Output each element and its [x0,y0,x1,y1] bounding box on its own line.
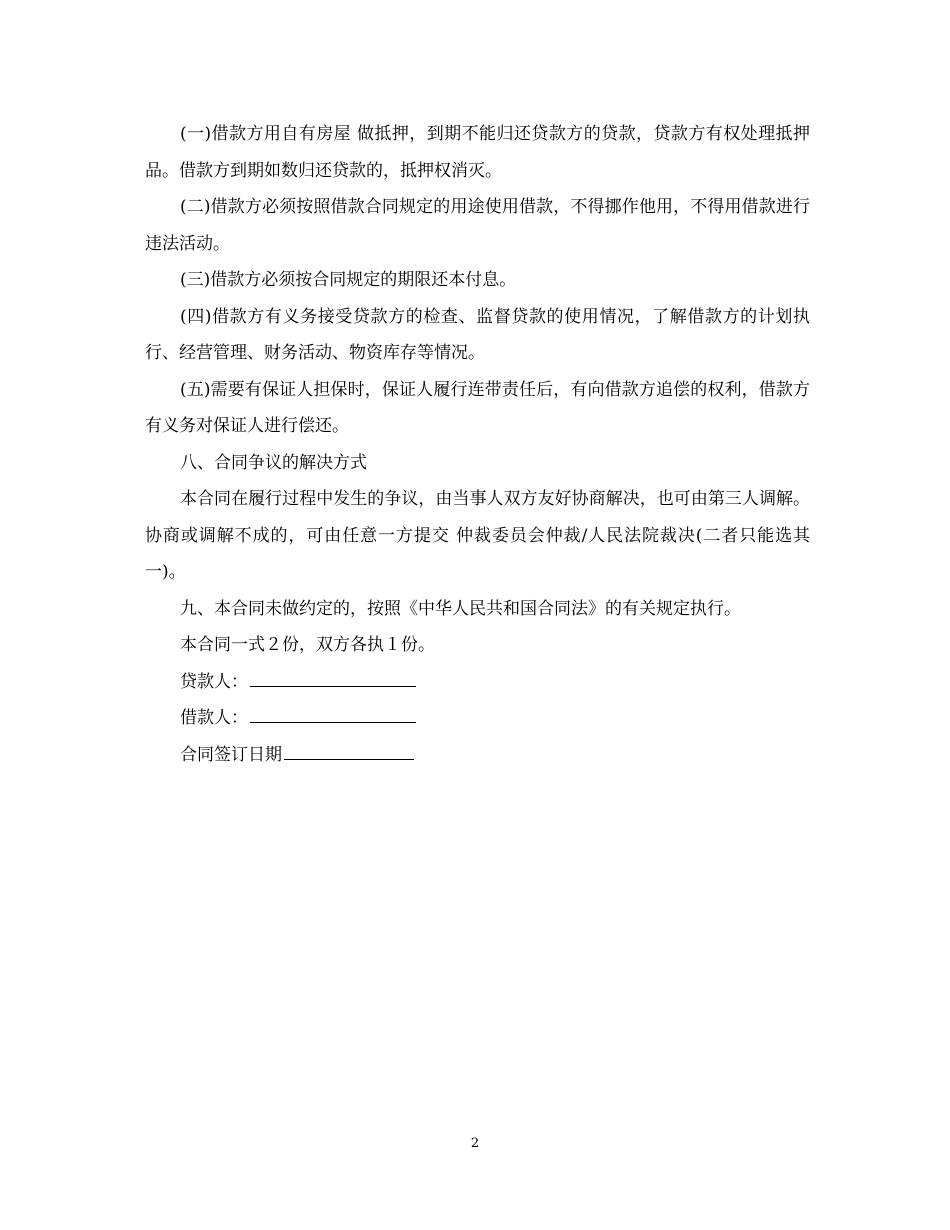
dispute-resolution-text: 本合同在履行过程中发生的争议，由当事人双方友好协商解决，也可由第三人调解。协商或调解不成的，可由任意一方提交 仲裁委员会仲裁/人民法院裁决(二者只能选其一)。 [145,489,810,582]
signing-date-label: 合同签订日期 [180,744,282,765]
clause-1: (一)借款方用自有房屋 做抵押，到期不能归还贷款方的贷款，贷款方有权处理抵押品。借款方到期如数归还贷款的，抵押权消灭。 [145,124,810,181]
lender-label: 贷款人： [180,671,248,692]
clause-2: (二)借款方必须按照借款合同规定的用途使用借款，不得挪作他用，不得用借款进行违法活动。 [145,197,810,254]
document-body [145,116,810,773]
borrower-label: 借款人： [180,708,248,728]
section-heading-dispute: 八、合同争议的解决方式 [180,452,367,473]
clause-3: (三)借款方必须按合同规定的期限还本付息。 [180,270,517,290]
lender-signature-blank [250,685,416,687]
clause-5: (五)需要有保证人担保时，保证人履行连带责任后，有向借款方追偿的权利，借款方有义务对保证人进行偿还。 [145,379,810,436]
page-number: 2 [470,1136,480,1151]
clause-4: (四)借款方有义务接受贷款方的检查、监督贷款的使用情况，了解借款方的计划执行、经营管理、财务活动、物资库存等情况。 [145,306,810,363]
signing-date-blank [284,758,414,760]
copies-statement: 本合同一式２份，双方各执１份。 [180,635,435,655]
borrower-signature-line [145,700,810,737]
section-heading-unspecified: 九、本合同未做约定的，按照《中华人民共和国合同法》的有关规定执行。 [180,598,741,619]
lender-signature-line [145,664,810,701]
borrower-signature-blank [250,721,416,723]
signing-date-line [145,737,810,774]
